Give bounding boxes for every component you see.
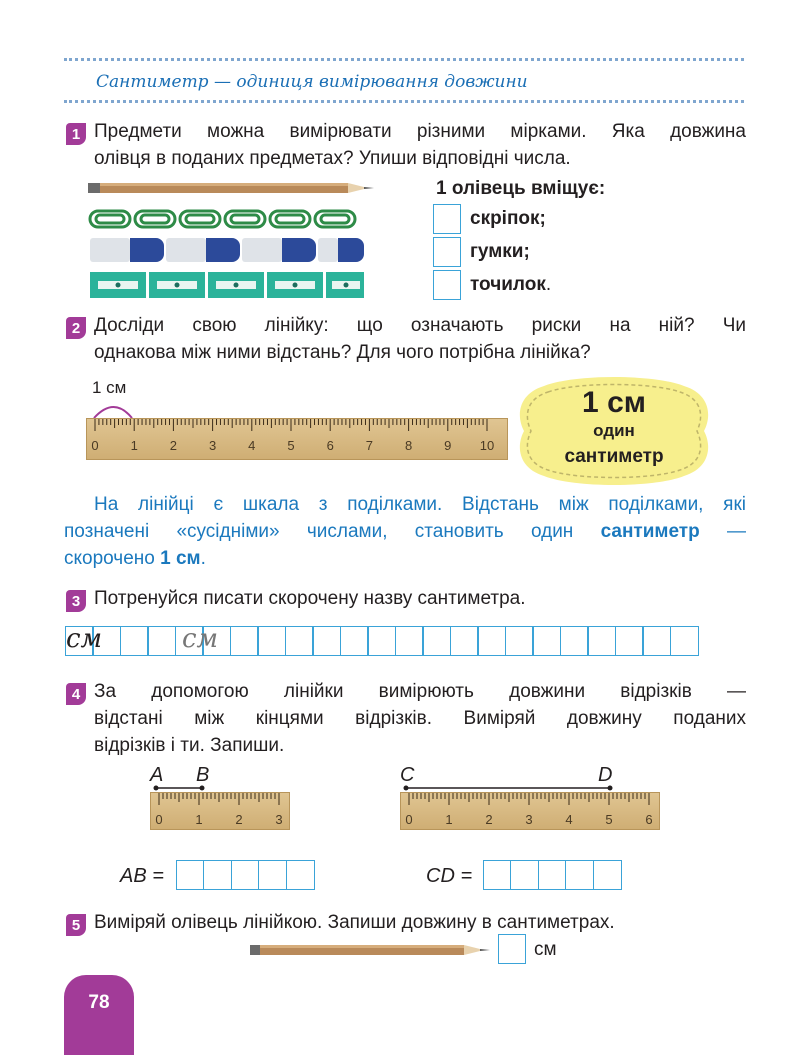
answer-cell[interactable] [538, 860, 567, 890]
writing-cell[interactable] [422, 626, 451, 656]
erasers-row [88, 236, 378, 264]
rule-line2-post: — [699, 521, 747, 542]
sharpeners-row [88, 270, 378, 300]
rule-line3-pre: скорочено [64, 548, 161, 569]
ruler-tick-label: 0 [405, 812, 413, 827]
ruler-tick-label: 1 [445, 812, 453, 827]
cursive-sample-2-dotted: см [182, 624, 219, 654]
writing-cell[interactable] [367, 626, 396, 656]
writing-cell[interactable] [450, 626, 479, 656]
task2-text-line1: Досліди свою лінійку: що означають риски на ній? Чи [94, 315, 746, 336]
answer-cell[interactable] [565, 860, 594, 890]
writing-cell[interactable] [147, 626, 176, 656]
ruler-tick-label: 2 [485, 812, 493, 827]
ruler-6cm [400, 792, 660, 830]
ruler-tick-label: 1 [195, 812, 203, 827]
answer-cell[interactable] [203, 860, 232, 890]
bottom-dotted-rule [64, 100, 744, 103]
answer-cell[interactable] [593, 860, 622, 890]
task-number-badge: 2 [66, 317, 86, 339]
answer-cell[interactable] [510, 860, 539, 890]
ruler-10cm [86, 418, 508, 460]
ruler-tick-label: 10 [479, 438, 495, 453]
writing-cell[interactable] [312, 626, 341, 656]
writing-cell[interactable] [230, 626, 259, 656]
writing-cell[interactable] [340, 626, 369, 656]
writing-cell[interactable] [395, 626, 424, 656]
answer-box-erasers[interactable] [433, 237, 461, 267]
paperclips-row [88, 208, 368, 230]
ruler-tick-label: 3 [275, 812, 283, 827]
badge-line2: сантиметр [564, 446, 664, 467]
unit-cm-label: см [534, 939, 557, 960]
ruler-tick-label: 0 [155, 812, 163, 827]
ruler-unit-label: 1 см [92, 378, 127, 397]
rule-line2-bold: сантиметр [600, 521, 700, 542]
answer-cell[interactable] [231, 860, 260, 890]
ruler-3cm [150, 792, 290, 830]
point-label-a: A [150, 764, 164, 786]
ab-answer-cells[interactable] [177, 860, 315, 890]
task3-text: Потренуйся писати скорочену назву сантиметра. [94, 588, 526, 609]
ruler-tick-label: 3 [525, 812, 533, 827]
answer-cell[interactable] [286, 860, 315, 890]
pencil-illustration [88, 180, 384, 196]
writing-cell[interactable] [532, 626, 561, 656]
task-number-badge: 5 [66, 914, 86, 936]
page-number-tab [64, 975, 134, 1055]
task4-text-line2: відстані між кінцями відрізків. Виміряй довжину поданих [94, 708, 746, 729]
writing-cell[interactable] [120, 626, 149, 656]
ruler-tick-label: 3 [208, 438, 217, 453]
writing-cell[interactable] [285, 626, 314, 656]
answer-box-sharpeners[interactable] [433, 270, 461, 300]
label-erasers: гумки; [470, 241, 530, 262]
task-number-badge: 3 [66, 590, 86, 612]
writing-grid[interactable] [66, 626, 699, 656]
answer-box-paperclips[interactable] [433, 204, 461, 234]
unit-arc [88, 398, 144, 420]
badge-line1: один [593, 421, 635, 440]
rule-line1: На лінійці є шкала з поділками. Відстань між поділками, які [94, 494, 746, 515]
writing-cell[interactable] [587, 626, 616, 656]
ruler-tick-label: 4 [248, 438, 256, 453]
writing-cell[interactable] [615, 626, 644, 656]
ruler-3cm-scale [151, 793, 289, 829]
label-sharpeners-text: точилок [470, 274, 546, 295]
task4-text-line3: відрізків і ти. Запиши. [94, 735, 285, 756]
badge-big-text: 1 см [582, 386, 646, 419]
rule-line3-bold: 1 см [160, 548, 201, 569]
rule-line2 [64, 518, 746, 545]
cursive-sample-1: см [66, 624, 103, 654]
answer-cell[interactable] [483, 860, 512, 890]
task1-text-line2: олівця в поданих предметах? Упиши відповідні числа. [94, 148, 571, 169]
label-sharpeners-dot: . [545, 274, 552, 295]
ruler-tick-label: 4 [565, 812, 573, 827]
label-sharpeners [470, 274, 551, 296]
ruler-tick-label: 2 [235, 812, 243, 827]
rule-line2-pre: позначені «сусідніми» числами, становить один [64, 521, 601, 542]
task4-text-line1: За допомогою лінійки вимірюють довжини відрізків — [94, 681, 746, 702]
task-number-badge: 1 [66, 123, 86, 145]
rule-line3 [64, 545, 746, 572]
section-title: Сантиметр — одиниця вимірювання довжини [96, 72, 528, 92]
ruler-tick-label: 2 [169, 438, 178, 453]
label-paperclips: скріпок; [470, 208, 546, 229]
ruler-tick-label: 5 [287, 438, 295, 453]
task1-text-line1: Предмети можна вимірювати різними мірками. Яка довжина [94, 121, 746, 142]
writing-cell[interactable] [257, 626, 286, 656]
ruler-tick-label: 8 [404, 438, 413, 453]
task1-heading: 1 олівець вміщує: [436, 178, 606, 199]
writing-cell[interactable] [477, 626, 506, 656]
answer-cell[interactable] [176, 860, 205, 890]
cd-answer-cells[interactable] [484, 860, 622, 890]
ruler-10cm-scale [87, 419, 507, 459]
task2-text-line2: однакова між ними відстань? Для чого потрібна лінійка? [94, 342, 591, 363]
ruler-tick-label: 6 [645, 812, 653, 827]
page-number: 78 [88, 992, 110, 1013]
point-label-c: C [400, 764, 415, 786]
ruler-tick-label: 5 [605, 812, 613, 827]
writing-cell[interactable] [505, 626, 534, 656]
pencil-to-measure [250, 942, 498, 958]
ruler-tick-label: 0 [91, 438, 99, 453]
pencil-length-input[interactable] [498, 934, 526, 964]
ruler-tick-label: 1 [130, 438, 138, 453]
writing-cell[interactable] [670, 626, 699, 656]
writing-cell[interactable] [642, 626, 671, 656]
task5-text: Виміряй олівець лінійкою. Запиши довжину в сантиметрах. [94, 912, 615, 933]
rule-line3-post: . [200, 548, 206, 569]
ruler-tick-label: 9 [444, 438, 452, 453]
point-label-b: B [196, 764, 210, 786]
task-number-badge: 4 [66, 683, 86, 705]
ab-answer-label: AB = [120, 865, 164, 887]
cd-answer-label: CD = [426, 865, 473, 887]
point-label-d: D [598, 764, 613, 786]
writing-cell[interactable] [560, 626, 589, 656]
top-dotted-rule [64, 58, 744, 61]
ruler-6cm-scale [401, 793, 659, 829]
answer-cell[interactable] [258, 860, 287, 890]
ruler-tick-label: 6 [326, 438, 334, 453]
ruler-tick-label: 7 [365, 438, 374, 453]
